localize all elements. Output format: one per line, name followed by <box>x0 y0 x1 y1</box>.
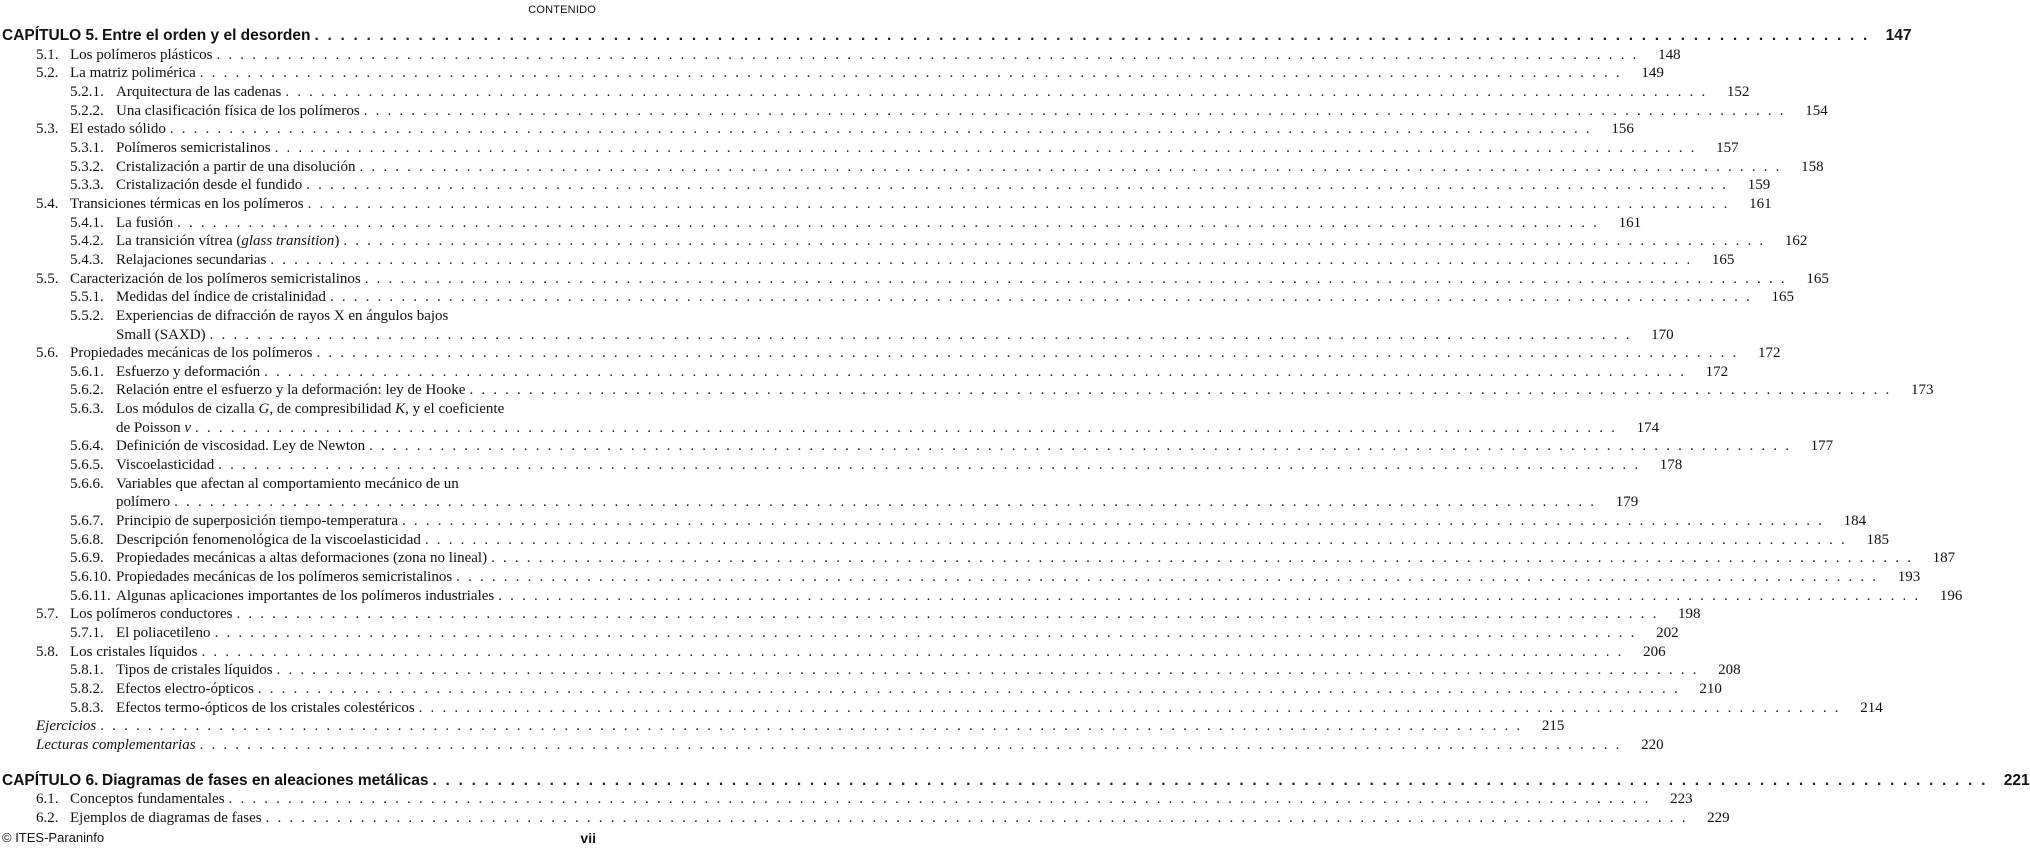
title-segment: Los polímeros conductores <box>70 606 233 623</box>
entry-title <box>116 83 281 102</box>
entry-title <box>70 46 213 65</box>
toc-entry <box>2 363 1729 382</box>
toc-entry <box>2 699 1883 718</box>
dot-leader: . . . . . . . . . . . . . . . . . . . . . . . . . . . . . . . . . . . . . . . . . . . . . . . . . . . . . . . . . . . . . . . . . . . . . . . . . . . . . . . . . . . . . . . . . . . . . . . . . . . . . . . . . . . . . . . . . . . . . . . . <box>276 662 1699 679</box>
title-segment: El estado sólido <box>70 121 166 138</box>
page-number: 161 <box>1618 214 1642 231</box>
entry-number: 5.6.10. <box>70 569 112 586</box>
entry-number: 6.2. <box>36 809 59 826</box>
title-segment: Efectos electro-ópticos <box>116 680 254 697</box>
dot-leader: . . . . . . . . . . . . . . . . . . . . . . . . . . . . . . . . . . . . . . . . . . . . . . . . . . . . . . . . . . . . . . . . . . . . . . . . . . . . . . . . . . . . . . . . . . . . . . . . . . . . . . . . . . . . . . . . . . . . . . . . <box>314 27 1870 44</box>
entry-title <box>116 699 415 718</box>
title-segment: Lecturas complementarias <box>36 736 196 753</box>
entry-number: 5.3. <box>36 121 59 138</box>
dot-leader: . . . . . . . . . . . . . . . . . . . . . . . . . . . . . . . . . . . . . . . . . . . . . . . . . . . . . . . . . . . . . . . . . . . . . . . . . . . . . . . . . . . . . . . . . . . . . . . . . . . . . . . . . . . . . . . . . . . . . . . . <box>343 233 1766 250</box>
entry-number: 5.6.6. <box>70 475 104 492</box>
entry-title <box>116 381 465 400</box>
entry-title <box>116 680 254 699</box>
page-number: 210 <box>1699 680 1722 697</box>
dot-leader: . . . . . . . . . . . . . . . . . . . . . . . . . . . . . . . . . . . . . . . . . . . . . . . . . . . . . . . . . . . . . . . . . . . . . . . . . . . . . . . . . . . . . . . . . . . . . . . . . . . . . . . . . . . . . . . . . . . . . . . . <box>264 363 1687 380</box>
entry-title <box>116 456 214 475</box>
entry-title <box>116 587 494 606</box>
page-number: 178 <box>1659 457 1683 474</box>
entry-number: 5.6.2. <box>70 382 104 399</box>
title-segment: Definición de viscosidad. Ley de Newton <box>116 438 366 455</box>
entry-title <box>70 195 304 214</box>
dot-leader: . . . . . . . . . . . . . . . . . . . . . . . . . . . . . . . . . . . . . . . . . . . . . . . . . . . . . . . . . . . . . . . . . . . . . . . . . . . . . . . . . . . . . . . . . . . . . . . . . . . . . . . . . . . . . . . . . . . . . . . . <box>469 382 1892 399</box>
entry-number: 6.1. <box>36 791 59 808</box>
page-footer <box>2 830 596 846</box>
dot-leader: . . . . . . . . . . . . . . . . . . . . . . . . . . . . . . . . . . . . . . . . . . . . . . . . . . . . . . . . . . . . . . . . . . . . . . . . . . . . . . . . . . . . . . . . . . . . . . . . . . . . . . . . . . . . . . . . . . . . . . . . <box>100 718 1523 735</box>
title-segment: Ejemplos de diagramas de fases <box>70 809 262 826</box>
entry-title <box>116 624 211 643</box>
dot-leader: . . . . . . . . . . . . . . . . . . . . . . . . . . . . . . . . . . . . . . . . . . . . . . . . . . . . . . . . . . . . . . . . . . . . . . . . . . . . . . . . . . . . . . . . . . . . . . . . . . . . . . . . . . . . . . . . . . . . . . . . <box>174 494 1597 511</box>
page-number: 196 <box>1939 587 1963 604</box>
page-number: 179 <box>1615 494 1639 511</box>
dot-leader: . . . . . . . . . . . . . . . . . . . . . . . . . . . . . . . . . . . . . . . . . . . . . . . . . . . . . . . . . . . . . . . . . . . . . . . . . . . . . . . . . . . . . . . . . . . . . . . . . . . . . . . . . . . . . . . . . . . . . . . . <box>195 419 1618 436</box>
toc-entry <box>2 493 1639 512</box>
page-number: 221 <box>2003 771 2030 789</box>
toc-entry <box>2 83 1750 102</box>
title-segment: Transiciones térmicas en los polímeros <box>70 195 304 212</box>
toc-entry <box>2 680 1722 699</box>
page-number: 162 <box>1784 233 1808 250</box>
entry-title <box>116 475 459 494</box>
entry-title <box>70 809 262 828</box>
entry-title <box>116 661 273 680</box>
dot-leader: . . . . . . . . . . . . . . . . . . . . . . . . . . . . . . . . . . . . . . . . . . . . . . . . . . . . . . . . . . . . . . . . . . . . . . . . . . . . . . . . . . . . . . . . . . . . . . . . . . . . . . . . . . . . . . . . . . . . . . . . <box>177 214 1600 231</box>
page-number: 148 <box>1658 46 1681 63</box>
entry-title <box>116 419 191 438</box>
toc-entry <box>2 512 1867 531</box>
title-segment: El poliacetileno <box>116 625 211 641</box>
toc-entry <box>2 102 1828 121</box>
entry-title <box>116 288 326 307</box>
dot-leader: . . . . . . . . . . . . . . . . . . . . . . . . . . . . . . . . . . . . . . . . . . . . . . . . . . . . . . . . . . . . . . . . . . . . . . . . . . . . . . . . . . . . . . . . . . . . . . . . . . . . . . . . . . . . . . . . . . . . . . . . <box>228 791 1651 808</box>
page-number: 165 <box>1711 251 1735 268</box>
entry-number: 5.4.1. <box>70 214 104 231</box>
toc-entry <box>2 809 1730 828</box>
toc-entry <box>2 568 1921 587</box>
toc-entry <box>2 475 598 494</box>
dot-leader: . . . . . . . . . . . . . . . . . . . . . . . . . . . . . . . . . . . . . . . . . . . . . . . . . . . . . . . . . . . . . . . . . . . . . . . . . . . . . . . . . . . . . . . . . . . . . . . . . . . . . . . . . . . . . . . . . . . . . . . . <box>307 195 1730 212</box>
toc-entry <box>2 176 1771 195</box>
entry-number: 5.8.1. <box>70 662 104 679</box>
entry-number: 5.2.2. <box>70 102 104 119</box>
title-segment: Propiedades mecánicas de los polímeros semicristalinos <box>116 569 453 586</box>
dot-leader: . . . . . . . . . . . . . . . . . . . . . . . . . . . . . . . . . . . . . . . . . . . . . . . . . . . . . . . . . . . . . . . . . . . . . . . . . . . . . . . . . . . . . . . . . . . . . . . . . . . . . . . . . . . . . . . . . . . . . . . . <box>432 771 1988 789</box>
page-number: 172 <box>1758 345 1781 362</box>
entry-number: CAPÍTULO 5. <box>2 27 99 44</box>
entry-title <box>70 605 232 624</box>
title-segment: Tipos de cristales líquidos <box>116 662 273 679</box>
entry-title <box>70 643 198 662</box>
entry-number: 5.3.2. <box>70 158 104 175</box>
title-segment: Relación entre el esfuerzo y la deformación: ley de Hooke <box>116 382 466 399</box>
dot-leader: . . . . . . . . . . . . . . . . . . . . . . . . . . . . . . . . . . . . . . . . . . . . . . . . . . . . . . . . . . . . . . . . . . . . . . . . . . . . . . . . . . . . . . . . . . . . . . . . . . . . . . . . . . . . . . . . . . . . . . . . <box>270 251 1693 268</box>
title-segment: Descripción fenomenológica de la viscoelasticidad <box>116 531 421 548</box>
dot-leader: . . . . . . . . . . . . . . . . . . . . . . . . . . . . . . . . . . . . . . . . . . . . . . . . . . . . . . . . . . . . . . . . . . . . . . . . . . . . . . . . . . . . . . . . . . . . . . . . . . . . . . . . . . . . . . . . . . . . . . . . <box>214 625 1637 641</box>
entry-number: 5.6.3. <box>70 401 104 418</box>
title-segment: La matriz polimérica <box>70 65 196 82</box>
toc-entry <box>2 549 1956 568</box>
entry-number: 5.5.2. <box>70 307 104 324</box>
entry-title <box>116 158 356 177</box>
title-segment: Los polímeros plásticos <box>70 46 213 63</box>
toc-entry <box>2 531 1889 550</box>
entry-title <box>116 568 452 587</box>
entry-number: 5.2.1. <box>70 83 104 100</box>
page-number: vii <box>580 830 596 846</box>
entry-title <box>116 400 504 419</box>
title-segment: de Poisson <box>116 419 185 436</box>
dot-leader: . . . . . . . . . . . . . . . . . . . . . . . . . . . . . . . . . . . . . . . . . . . . . . . . . . . . . . . . . . . . . . . . . . . . . . . . . . . . . . . . . . . . . . . . . . . . . . . . . . . . . . . . . . . . . . . . . . . . . . . . <box>257 680 1680 697</box>
entry-number: 5.6.8. <box>70 531 104 548</box>
entry-number: 5.8. <box>36 643 59 660</box>
dot-leader: . . . . . . . . . . . . . . . . . . . . . . . . . . . . . . . . . . . . . . . . . . . . . . . . . . . . . . . . . . . . . . . . . . . . . . . . . . . . . . . . . . . . . . . . . . . . . . . . . . . . . . . . . . . . . . . . . . . . . . . . <box>498 587 1921 604</box>
toc-entry <box>2 195 1772 214</box>
toc-entry <box>2 158 1824 177</box>
entry-title <box>70 790 225 809</box>
dot-leader: . . . . . . . . . . . . . . . . . . . . . . . . . . . . . . . . . . . . . . . . . . . . . . . . . . . . . . . . . . . . . . . . . . . . . . . . . . . . . . . . . . . . . . . . . . . . . . . . . . . . . . . . . . . . . . . . . . . . . . . . <box>201 643 1624 660</box>
entry-number: 5.4.3. <box>70 251 104 268</box>
toc-entry <box>2 605 1701 624</box>
page-number: 202 <box>1656 625 1679 641</box>
entry-title <box>116 363 260 382</box>
page-number: 215 <box>1541 718 1565 735</box>
title-segment: Principio de superposición tiempo-temperatura <box>116 513 399 530</box>
entry-title <box>116 251 266 270</box>
entry-number: 5.6.4. <box>70 438 104 455</box>
entry-number: 5.5. <box>36 270 59 287</box>
page-number: 184 <box>1843 513 1867 530</box>
entry-title <box>116 493 170 512</box>
page-number: 198 <box>1678 606 1701 623</box>
title-segment: Relajaciones secundarias <box>116 251 267 268</box>
dot-leader: . . . . . . . . . . . . . . . . . . . . . . . . . . . . . . . . . . . . . . . . . . . . . . . . . . . . . . . . . . . . . . . . . . . . . . . . . . . . . . . . . . . . . . . . . . . . . . . . . . . . . . . . . . . . . . . . . . . . . . . . <box>236 606 1659 623</box>
entry-title <box>116 531 421 550</box>
dot-leader: . . . . . . . . . . . . . . . . . . . . . . . . . . . . . . . . . . . . . . . . . . . . . . . . . . . . . . . . . . . . . . . . . . . . . . . . . . . . . . . . . . . . . . . . . . . . . . . . . . . . . . . . . . . . . . . . . . . . . . . . <box>274 139 1697 156</box>
page-number: 174 <box>1636 419 1660 436</box>
dot-leader: . . . . . . . . . . . . . . . . . . . . . . . . . . . . . . . . . . . . . . . . . . . . . . . . . . . . . . . . . . . . . . . . . . . . . . . . . . . . . . . . . . . . . . . . . . . . . . . . . . . . . . . . . . . . . . . . . . . . . . . . <box>418 699 1841 716</box>
entry-number: 5.2. <box>36 65 59 82</box>
page-number: 159 <box>1747 177 1771 194</box>
entry-number: 5.5.1. <box>70 289 104 306</box>
entry-title <box>70 120 166 139</box>
entry-number: 5.8.3. <box>70 699 104 716</box>
page-number: 149 <box>1641 65 1664 82</box>
toc-entry <box>2 288 1794 307</box>
page-number: 157 <box>1716 139 1739 156</box>
toc-entry <box>2 717 1565 736</box>
entry-title <box>116 307 448 326</box>
entry-number: 5.3.1. <box>70 139 104 156</box>
title-segment: polímero <box>116 494 171 511</box>
page-number: 208 <box>1718 662 1741 679</box>
entry-title <box>102 772 429 791</box>
entry-number: 5.3.3. <box>70 177 104 194</box>
entry-title <box>116 549 487 568</box>
page-number: 187 <box>1932 550 1956 567</box>
dot-leader: . . . . . . . . . . . . . . . . . . . . . . . . . . . . . . . . . . . . . . . . . . . . . . . . . . . . . . . . . . . . . . . . . . . . . . . . . . . . . . . . . . . . . . . . . . . . . . . . . . . . . . . . . . . . . . . . . . . . . . . . <box>265 809 1688 826</box>
entry-title <box>116 326 206 345</box>
dot-leader: . . . . . . . . . . . . . . . . . . . . . . . . . . . . . . . . . . . . . . . . . . . . . . . . . . . . . . . . . . . . . . . . . . . . . . . . . . . . . . . . . . . . . . . . . . . . . . . . . . . . . . . . . . . . . . . . . . . . . . . . <box>218 457 1641 474</box>
title-segment: Viscoelasticidad <box>116 457 215 474</box>
toc-entry <box>2 437 1834 456</box>
title-segment: Esfuerzo y deformación <box>116 363 261 380</box>
entry-number: 5.7. <box>36 606 59 623</box>
page-number: 229 <box>1707 809 1730 826</box>
chapter-entry <box>2 27 1912 46</box>
title-segment: glass transition <box>241 233 335 250</box>
dot-leader: . . . . . . . . . . . . . . . . . . . . . . . . . . . . . . . . . . . . . . . . . . . . . . . . . . . . . . . . . . . . . . . . . . . . . . . . . . . . . . . . . . . . . . . . . . . . . . . . . . . . . . . . . . . . . . . . . . . . . . . . <box>169 121 1592 138</box>
title-segment: Propiedades mecánicas de los polímeros <box>70 345 313 362</box>
title-segment: ν <box>184 419 192 436</box>
entry-number: 5.7.1. <box>70 625 104 641</box>
page-number: 206 <box>1643 643 1666 660</box>
dot-leader: . . . . . . . . . . . . . . . . . . . . . . . . . . . . . . . . . . . . . . . . . . . . . . . . . . . . . . . . . . . . . . . . . . . . . . . . . . . . . . . . . . . . . . . . . . . . . . . . . . . . . . . . . . . . . . . . . . . . . . . . <box>209 326 1632 343</box>
entry-number: 5.6.7. <box>70 513 104 530</box>
toc-entry <box>2 643 1666 662</box>
title-segment: Conceptos fundamentales <box>70 791 225 808</box>
title-segment: Cristalización desde el fundido <box>116 177 303 194</box>
table-of-contents <box>2 27 2030 828</box>
title-segment: Una clasificación física de los polímeros <box>116 102 360 119</box>
title-segment: Caracterización de los polímeros semicristalinos <box>70 270 361 287</box>
dot-leader: . . . . . . . . . . . . . . . . . . . . . . . . . . . . . . . . . . . . . . . . . . . . . . . . . . . . . . . . . . . . . . . . . . . . . . . . . . . . . . . . . . . . . . . . . . . . . . . . . . . . . . . . . . . . . . . . . . . . . . . . <box>199 736 1622 753</box>
toc-entry <box>2 139 1739 158</box>
title-segment: Propiedades mecánicas a altas deformaciones (zona no lineal) <box>116 550 488 567</box>
page-number: 173 <box>1911 382 1934 399</box>
title-segment: , y el coeficiente <box>405 401 505 418</box>
spacer <box>2 755 598 772</box>
entry-number: 5.8.2. <box>70 680 104 697</box>
toc-entry <box>2 456 1683 475</box>
title-segment: Algunas aplicaciones importantes de los polímeros industriales <box>116 587 495 604</box>
entry-title <box>70 344 312 363</box>
toc-entry <box>2 232 1808 251</box>
entry-number: 5.6.5. <box>70 457 104 474</box>
toc-entry <box>2 307 598 326</box>
entry-title <box>116 232 339 251</box>
title-segment: Efectos termo-ópticos de los cristales colestéricos <box>116 699 415 716</box>
toc-entry <box>2 736 1664 755</box>
toc-entry <box>2 381 1934 400</box>
entry-number: 5.1. <box>36 46 59 63</box>
running-header: CONTENIDO <box>528 4 596 16</box>
toc-entry <box>2 46 1681 65</box>
page-number: 165 <box>1806 270 1829 287</box>
toc-entry <box>2 661 1741 680</box>
title-segment: Ejercicios <box>36 718 97 735</box>
entry-title <box>116 139 271 158</box>
entry-title <box>70 270 361 289</box>
title-segment: La transición vítrea ( <box>116 233 242 250</box>
toc-entry <box>2 326 1674 345</box>
page-number: 158 <box>1801 158 1824 175</box>
entry-title <box>36 736 196 755</box>
toc-entry <box>2 120 1634 139</box>
entry-number: 5.4. <box>36 195 59 212</box>
entry-number: 5.6.9. <box>70 550 104 567</box>
title-segment: Cristalización a partir de una disolución <box>116 158 356 175</box>
dot-leader: . . . . . . . . . . . . . . . . . . . . . . . . . . . . . . . . . . . . . . . . . . . . . . . . . . . . . . . . . . . . . . . . . . . . . . . . . . . . . . . . . . . . . . . . . . . . . . . . . . . . . . . . . . . . . . . . . . . . . . . . <box>456 569 1879 586</box>
title-segment: Medidas del índice de cristalinidad <box>116 289 326 306</box>
title-segment: Los módulos de cizalla <box>116 401 259 418</box>
title-segment: Experiencias de difracción de rayos X en ángulos bajos <box>116 307 449 324</box>
title-segment: Entre el orden y el desorden <box>102 27 311 44</box>
page-number: 177 <box>1810 438 1834 455</box>
dot-leader: . . . . . . . . . . . . . . . . . . . . . . . . . . . . . . . . . . . . . . . . . . . . . . . . . . . . . . . . . . . . . . . . . . . . . . . . . . . . . . . . . . . . . . . . . . . . . . . . . . . . . . . . . . . . . . . . . . . . . . . . <box>306 177 1729 194</box>
chapter-entry <box>2 771 2030 791</box>
page-number: 154 <box>1805 102 1828 119</box>
page-number: 161 <box>1749 195 1772 212</box>
toc-entry <box>2 790 1693 809</box>
dot-leader: . . . . . . . . . . . . . . . . . . . . . . . . . . . . . . . . . . . . . . . . . . . . . . . . . . . . . . . . . . . . . . . . . . . . . . . . . . . . . . . . . . . . . . . . . . . . . . . . . . . . . . . . . . . . . . . . . . . . . . . . <box>424 531 1847 548</box>
page-number: 220 <box>1641 736 1664 753</box>
entry-number: 5.6.11. <box>70 587 111 604</box>
title-segment: ) <box>334 233 340 250</box>
title-segment: Variables que afectan al comportamiento mecánico de un <box>116 475 459 492</box>
title-segment: Los cristales líquidos <box>70 643 198 660</box>
title-segment: K <box>395 401 406 418</box>
page-number: 223 <box>1670 791 1693 808</box>
title-segment: La fusión <box>116 214 174 231</box>
entry-number: 5.4.2. <box>70 233 104 250</box>
page-number: 170 <box>1651 326 1674 343</box>
entry-title <box>116 437 365 456</box>
entry-title <box>116 214 173 233</box>
toc-entry <box>2 419 1660 438</box>
page-number: 152 <box>1726 83 1750 100</box>
toc-entry <box>2 270 1829 289</box>
page-number: 147 <box>1885 27 1912 44</box>
dot-leader: . . . . . . . . . . . . . . . . . . . . . . . . . . . . . . . . . . . . . . . . . . . . . . . . . . . . . . . . . . . . . . . . . . . . . . . . . . . . . . . . . . . . . . . . . . . . . . . . . . . . . . . . . . . . . . . . . . . . . . . . <box>285 83 1708 100</box>
entry-title <box>36 717 96 736</box>
dot-leader: . . . . . . . . . . . . . . . . . . . . . . . . . . . . . . . . . . . . . . . . . . . . . . . . . . . . . . . . . . . . . . . . . . . . . . . . . . . . . . . . . . . . . . . . . . . . . . . . . . . . . . . . . . . . . . . . . . . . . . . . <box>364 270 1787 287</box>
title-segment: G <box>258 401 270 418</box>
page-number: 185 <box>1866 531 1889 548</box>
entry-title <box>102 27 310 46</box>
title-segment: Diagramas de fases en aleaciones metálicas <box>102 771 429 789</box>
dot-leader: . . . . . . . . . . . . . . . . . . . . . . . . . . . . . . . . . . . . . . . . . . . . . . . . . . . . . . . . . . . . . . . . . . . . . . . . . . . . . . . . . . . . . . . . . . . . . . . . . . . . . . . . . . . . . . . . . . . . . . . . <box>329 289 1752 306</box>
toc-entry <box>2 214 1642 233</box>
title-segment: Arquitectura de las cadenas <box>116 83 282 100</box>
page-number: 214 <box>1860 699 1883 716</box>
entry-title <box>116 512 398 531</box>
entry-number: 5.6. <box>36 345 59 362</box>
page-number: 165 <box>1771 289 1794 306</box>
dot-leader: . . . . . . . . . . . . . . . . . . . . . . . . . . . . . . . . . . . . . . . . . . . . . . . . . . . . . . . . . . . . . . . . . . . . . . . . . . . . . . . . . . . . . . . . . . . . . . . . . . . . . . . . . . . . . . . . . . . . . . . . <box>402 513 1825 530</box>
toc-entry <box>2 251 1735 270</box>
dot-leader: . . . . . . . . . . . . . . . . . . . . . . . . . . . . . . . . . . . . . . . . . . . . . . . . . . . . . . . . . . . . . . . . . . . . . . . . . . . . . . . . . . . . . . . . . . . . . . . . . . . . . . . . . . . . . . . . . . . . . . . . <box>216 46 1639 63</box>
title-segment: Small (SAXD) <box>116 326 206 343</box>
entry-title <box>70 64 196 83</box>
entry-number: 5.6.1. <box>70 363 104 380</box>
dot-leader: . . . . . . . . . . . . . . . . . . . . . . . . . . . . . . . . . . . . . . . . . . . . . . . . . . . . . . . . . . . . . . . . . . . . . . . . . . . . . . . . . . . . . . . . . . . . . . . . . . . . . . . . . . . . . . . . . . . . . . . . <box>199 65 1622 82</box>
dot-leader: . . . . . . . . . . . . . . . . . . . . . . . . . . . . . . . . . . . . . . . . . . . . . . . . . . . . . . . . . . . . . . . . . . . . . . . . . . . . . . . . . . . . . . . . . . . . . . . . . . . . . . . . . . . . . . . . . . . . . . . . <box>363 102 1786 119</box>
toc-entry <box>2 400 598 419</box>
entry-title <box>116 102 360 121</box>
dot-leader: . . . . . . . . . . . . . . . . . . . . . . . . . . . . . . . . . . . . . . . . . . . . . . . . . . . . . . . . . . . . . . . . . . . . . . . . . . . . . . . . . . . . . . . . . . . . . . . . . . . . . . . . . . . . . . . . . . . . . . . . <box>359 158 1782 175</box>
dot-leader: . . . . . . . . . . . . . . . . . . . . . . . . . . . . . . . . . . . . . . . . . . . . . . . . . . . . . . . . . . . . . . . . . . . . . . . . . . . . . . . . . . . . . . . . . . . . . . . . . . . . . . . . . . . . . . . . . . . . . . . . <box>369 438 1792 455</box>
title-segment: Polímeros semicristalinos <box>116 139 271 156</box>
toc-entry <box>2 624 1679 643</box>
page-number: 193 <box>1897 569 1921 586</box>
dot-leader: . . . . . . . . . . . . . . . . . . . . . . . . . . . . . . . . . . . . . . . . . . . . . . . . . . . . . . . . . . . . . . . . . . . . . . . . . . . . . . . . . . . . . . . . . . . . . . . . . . . . . . . . . . . . . . . . . . . . . . . . <box>491 550 1914 567</box>
toc-entry <box>2 587 1963 606</box>
copyright: © ITES-Paraninfo <box>2 830 105 845</box>
entry-title <box>116 176 302 195</box>
title-segment: , de compresibilidad <box>269 401 396 418</box>
toc-entry <box>2 344 1781 363</box>
page-number: 172 <box>1705 363 1729 380</box>
dot-leader: . . . . . . . . . . . . . . . . . . . . . . . . . . . . . . . . . . . . . . . . . . . . . . . . . . . . . . . . . . . . . . . . . . . . . . . . . . . . . . . . . . . . . . . . . . . . . . . . . . . . . . . . . . . . . . . . . . . . . . . . <box>316 345 1739 362</box>
entry-number: CAPÍTULO 6. <box>2 771 99 789</box>
page-number: 156 <box>1611 121 1634 138</box>
toc-entry <box>2 64 1664 83</box>
